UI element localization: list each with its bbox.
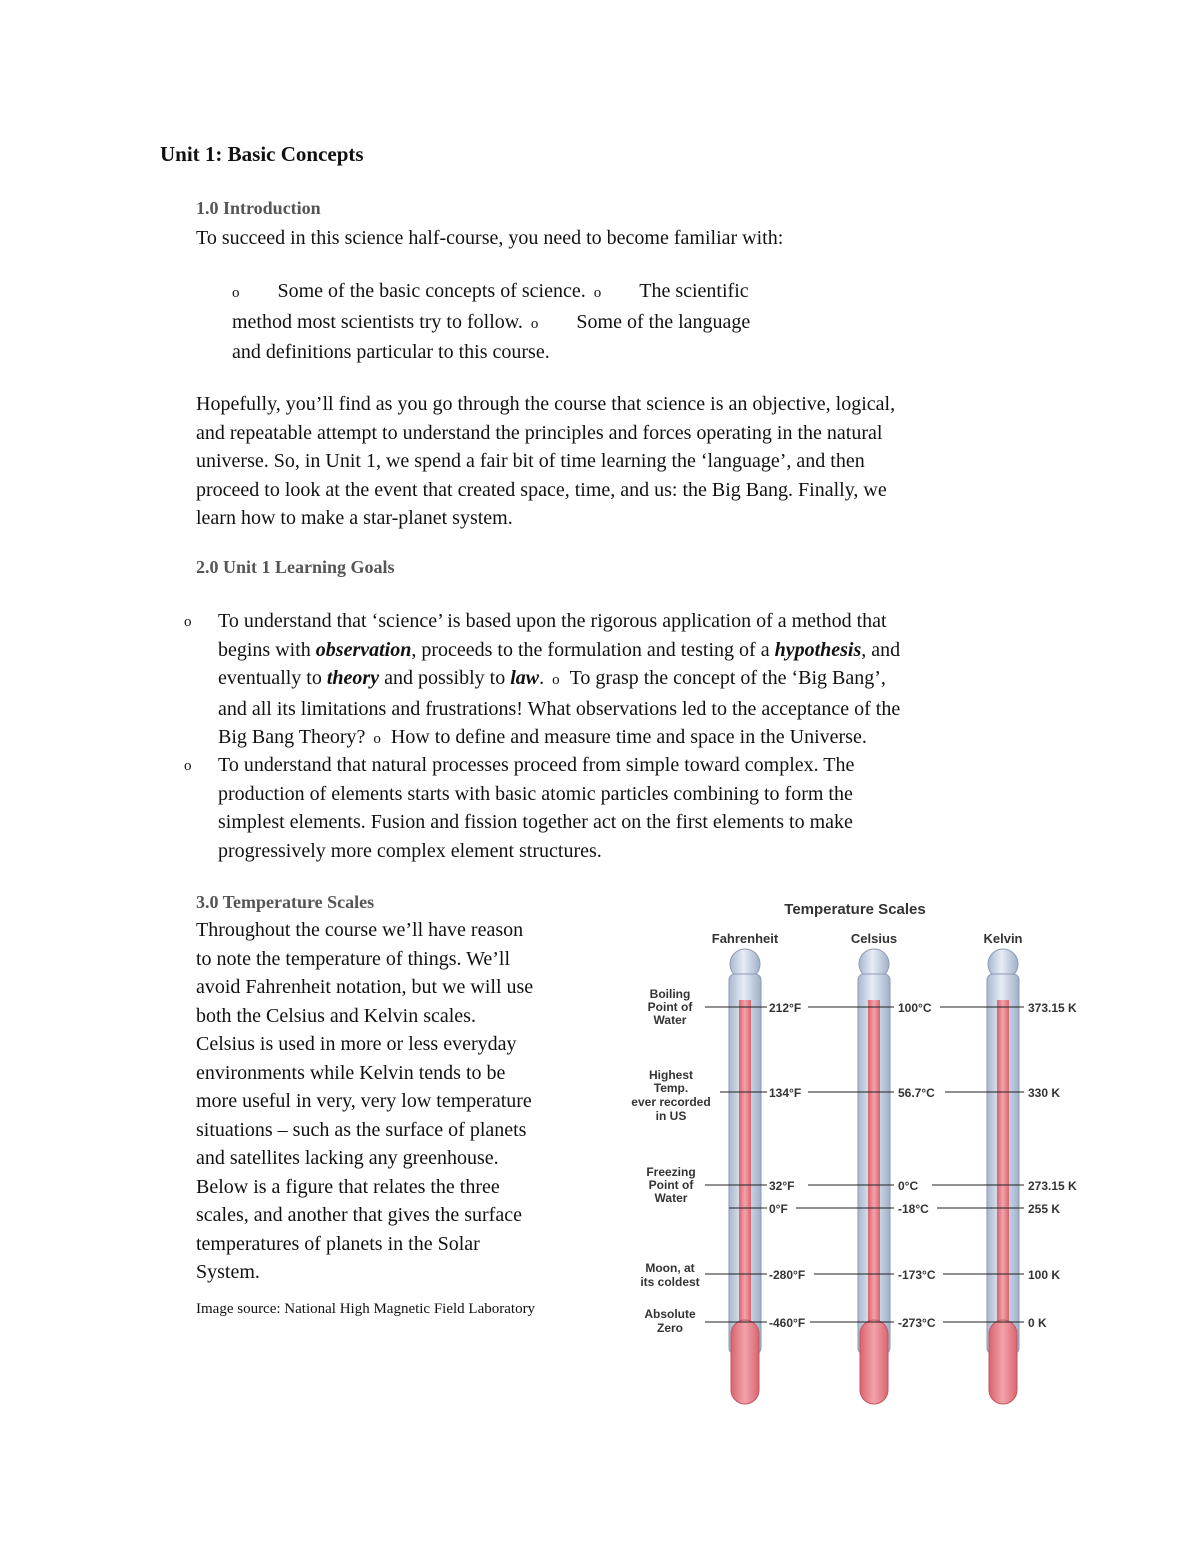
figure-title: Temperature Scales: [784, 901, 926, 918]
value-f-absolute: -460°F: [769, 1316, 806, 1330]
paragraph-line: Hopefully, you’ll find as you go through the course that science is an objective, logical,: [196, 393, 896, 415]
scale-label-kelvin: Kelvin: [983, 931, 1023, 946]
temperature-scales-figure: [610, 890, 1110, 1420]
value-f-highest: 134°F: [769, 1086, 802, 1100]
label-highest-3: ever recorded: [631, 1095, 711, 1109]
value-k-zero: 255 K: [1028, 1202, 1061, 1216]
bullet-marker: o: [232, 285, 240, 301]
keyword-theory: theory: [326, 667, 380, 689]
value-c-moon: -173°C: [898, 1268, 936, 1282]
bullet-marker: o: [373, 731, 381, 747]
goals-heading: 2.0 Unit 1 Learning Goals: [196, 557, 395, 577]
goal-text: Big Bang Theory?: [218, 726, 366, 748]
scale-label-celsius: Celsius: [850, 931, 898, 946]
paragraph-line: System.: [196, 1261, 260, 1283]
value-c-highest: 56.7°C: [898, 1086, 935, 1100]
bullet-text: method most scientists try to follow.: [232, 310, 523, 333]
value-c-boiling: 100°C: [898, 1001, 932, 1015]
goal-line: To understand that natural processes proceed from simple toward complex. The: [218, 754, 855, 776]
goal-line: [218, 664, 1078, 695]
paragraph-line: avoid Fahrenheit notation, but we will use: [196, 976, 534, 998]
intro-lead: To succeed in this science half-course, you need to become familiar with:: [196, 227, 784, 249]
paragraph-line: Celsius is used in more or less everyday: [196, 1033, 517, 1055]
paragraph-line: situations – such as the surface of planets: [196, 1118, 527, 1141]
bullet-marker: o: [593, 285, 602, 301]
goal-1-marker: o: [184, 614, 192, 630]
value-k-freezing: 273.15 K: [1028, 1179, 1077, 1193]
label-freezing-2: Point of: [648, 1178, 694, 1192]
value-k-highest: 330 K: [1028, 1086, 1061, 1100]
goal-line: production of elements starts with basic atomic particles combining to form the: [218, 782, 853, 805]
value-c-freezing: 0°C: [898, 1179, 919, 1193]
temp-paragraph: [196, 916, 616, 1287]
goal-text: .: [539, 667, 545, 689]
value-f-moon: -280°F: [769, 1268, 806, 1282]
goal-text: begins with: [218, 638, 316, 661]
label-moon-1: Moon, at: [645, 1261, 695, 1275]
label-highest-2: Temp.: [653, 1081, 689, 1095]
goal-line: and all its limitations and frustrations! What observations led to the acceptance of the: [218, 697, 901, 720]
paragraph-line: proceed to look at the event that created space, time, and us: the Big Bang. Finally, we: [196, 478, 887, 501]
bullet-text: The scientific: [639, 280, 749, 302]
goal-line: To understand that ‘science’ is based upon the rigorous application of a method that: [218, 610, 887, 632]
intro-bullet-line-3: and definitions particular to this course.: [232, 341, 550, 363]
value-f-boiling: 212°F: [769, 1001, 802, 1015]
bullet-text: Some of the language: [576, 310, 751, 333]
thermometer-kelvin: [987, 949, 1019, 1404]
thermometer-fahrenheit: [729, 949, 761, 1404]
value-k-boiling: 373.15 K: [1028, 1001, 1077, 1015]
paragraph-line: scales, and another that gives the surface: [196, 1204, 522, 1226]
paragraph-line: Below is a figure that relates the three: [196, 1175, 500, 1198]
goal-text: , and: [861, 638, 901, 661]
value-f-zero: 0°F: [769, 1202, 788, 1216]
goal-line: progressively more complex element structures.: [218, 839, 602, 862]
paragraph-line: more useful in very, very low temperature: [196, 1090, 532, 1112]
goal-text: , proceeds to the formulation and testing of a: [411, 638, 775, 661]
keyword-hypothesis: hypothesis: [774, 638, 862, 661]
goal-text: eventually to: [218, 667, 327, 689]
label-highest-1: Highest: [648, 1068, 694, 1082]
goal-line: [218, 723, 1078, 754]
label-absolute-1: Absolute: [644, 1307, 696, 1321]
value-c-absolute: -273°C: [898, 1316, 936, 1330]
bullet-text: Some of the basic concepts of science.: [277, 280, 586, 302]
label-boiling-2: Point of: [647, 1000, 693, 1014]
label-highest-4: in US: [655, 1109, 687, 1123]
goal-line: simplest elements. Fusion and fission together act on the first elements to make: [218, 811, 853, 833]
label-moon-2: its coldest: [640, 1275, 700, 1289]
goal-text: To grasp the concept of the ‘Big Bang’,: [569, 667, 886, 689]
keyword-observation: observation: [315, 638, 412, 661]
value-k-moon: 100 K: [1028, 1268, 1061, 1282]
value-k-absolute: 0 K: [1028, 1316, 1047, 1330]
goal-text: and possibly to: [379, 667, 511, 689]
paragraph-line: temperatures of planets in the Solar: [196, 1232, 480, 1255]
bullet-marker: o: [530, 315, 539, 332]
label-boiling-3: Water: [653, 1013, 687, 1027]
goal-1: [218, 607, 1078, 754]
goal-text: How to define and measure time and space in the Universe.: [390, 726, 867, 748]
intro-bullet-line-2: [232, 308, 872, 339]
intro-paragraph: [196, 390, 1076, 533]
label-freezing-3: Water: [654, 1191, 688, 1205]
paragraph-line: to note the temperature of things. We’ll: [196, 947, 511, 970]
paragraph-line: learn how to make a star-planet system.: [196, 507, 513, 529]
paragraph-line: both the Celsius and Kelvin scales.: [196, 1004, 476, 1027]
goal-line: [218, 636, 1078, 665]
intro-bullet-line-1: [232, 277, 872, 308]
temp-heading: 3.0 Temperature Scales: [196, 892, 375, 912]
thermometer-celsius: [858, 949, 890, 1404]
paragraph-line: environments while Kelvin tends to be: [196, 1061, 506, 1084]
label-absolute-2: Zero: [656, 1321, 684, 1335]
intro-bullet-block: [232, 277, 872, 367]
paragraph-line: and repeatable attempt to understand the principles and forces operating in the natural: [196, 421, 883, 444]
keyword-law: law: [510, 667, 540, 689]
paragraph-line: Throughout the course we’ll have reason: [196, 919, 524, 941]
goal-2-marker: o: [184, 758, 192, 774]
label-boiling-1: Boiling: [649, 987, 691, 1001]
bullet-marker: o: [552, 672, 560, 688]
intro-heading: 1.0 Introduction: [196, 198, 321, 218]
paragraph-line: universe. So, in Unit 1, we spend a fair bit of time learning the ‘language’, and then: [196, 450, 865, 472]
goal-2: [218, 751, 1078, 865]
paragraph-line: and satellites lacking any greenhouse.: [196, 1147, 499, 1169]
label-freezing-1: Freezing: [646, 1165, 696, 1179]
image-source-caption: Image source: National High Magnetic Field Laboratory: [196, 1301, 536, 1317]
value-f-freezing: 32°F: [769, 1179, 795, 1193]
scale-label-fahrenheit: Fahrenheit: [711, 931, 779, 946]
unit-title: Unit 1: Basic Concepts: [160, 142, 364, 166]
value-c-zero: -18°C: [898, 1202, 929, 1216]
